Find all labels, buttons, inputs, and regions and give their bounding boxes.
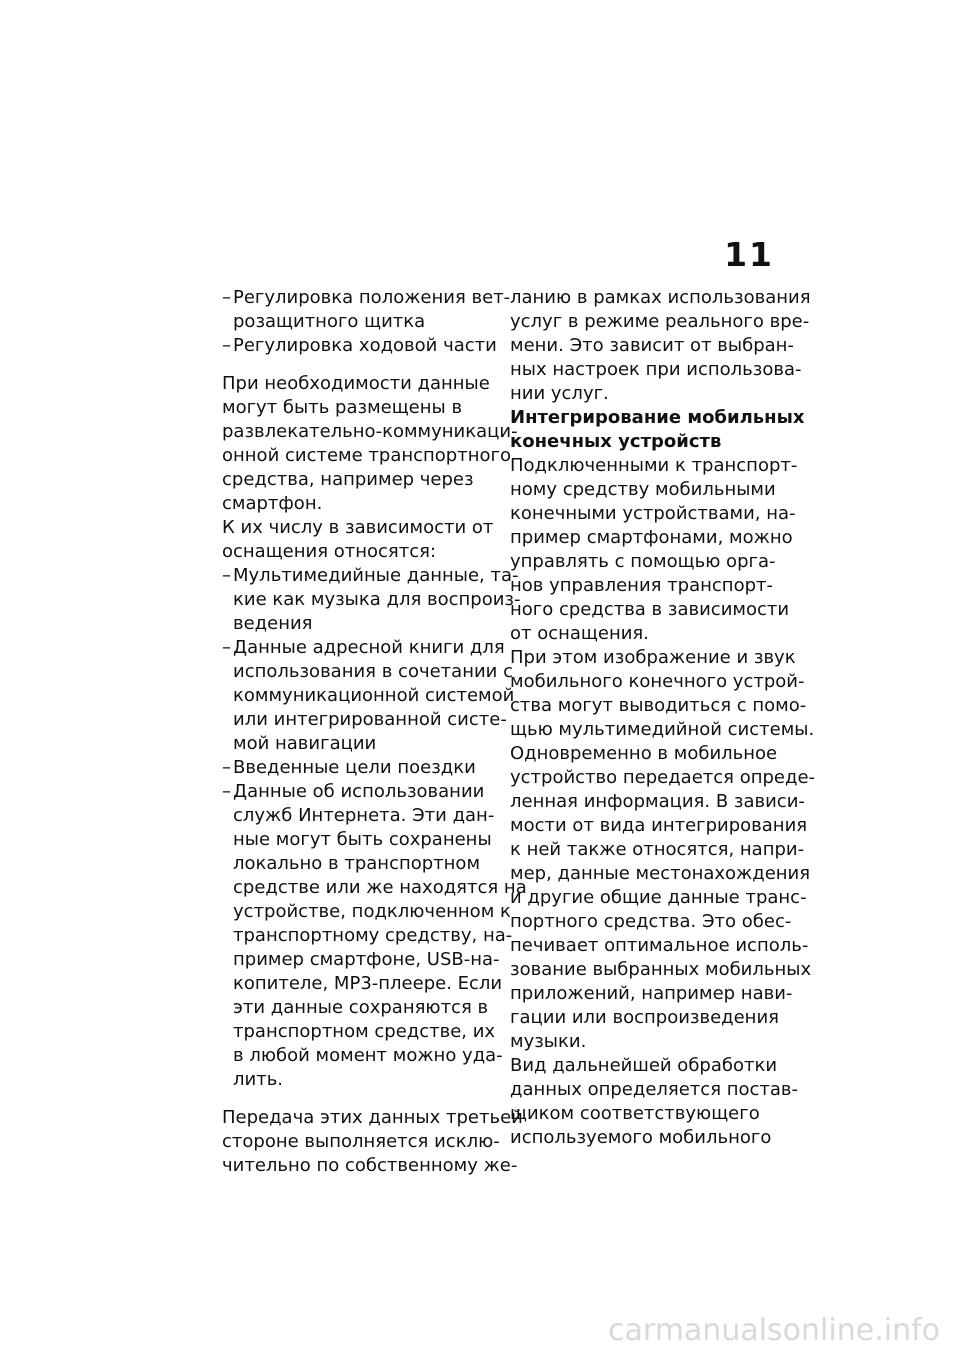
text-line: гации или воспроизведения [510,1007,779,1028]
text-line: конечными устройствами, на- [510,503,796,524]
text-line: транспортном средстве, их [233,1021,496,1042]
dash-glyph: – [222,781,231,802]
text-line: ленная информация. В зависи- [510,791,805,812]
paragraph [510,1054,799,1150]
text-line: онной системе транспортного [222,445,511,466]
bullet-item [222,780,527,1092]
text-line: Подключенными к транспорт- [510,455,798,476]
text-line: пример смартфоне, USB-на- [233,949,500,970]
paragraph [510,286,811,406]
paragraph [222,1106,523,1178]
text-line: печивает оптимальное исполь- [510,935,809,956]
text-line: услуг в режиме реального вре- [510,311,810,332]
text-line: ного средства в зависимости [510,599,790,620]
dash-glyph: – [222,287,231,308]
dash-glyph: – [222,637,231,658]
text-line: служб Интернета. Эти дан- [233,805,495,826]
section-heading [510,406,805,454]
text-line: могут быть размещены в [222,397,463,418]
text-line: управлять с помощью орга- [510,551,776,572]
text-line: ства могут выводиться с помо- [510,695,807,716]
text-line: и другие общие данные транс- [510,887,807,908]
watermark: carmanualsonline.info [608,1313,940,1348]
page-number: 11 [724,235,774,274]
text-line: ных настроек при использова- [510,359,802,380]
text-line: копителе, MP3-плеере. Если [233,973,503,994]
text-line: ланию в рамках использования [510,287,811,308]
text-line: мости от вида интегрирования [510,815,808,836]
text-line: развлекательно-коммуникаци- [222,421,518,442]
text-line: средства, например через [222,469,474,490]
text-line: При этом изображение и звук [510,647,796,668]
text-line: чительно по собственному же- [222,1155,518,1176]
text-line: к ней также относятся, напри- [510,839,805,860]
text-line: использования в сочетании с [233,661,513,682]
text-line: или интегрированной систе- [233,709,507,730]
text-line: мени. Это зависит от выбран- [510,335,794,356]
text-line: зование выбранных мобильных [510,959,812,980]
text-line: Регулировка положения вет- [233,287,511,308]
text-line: Передача этих данных третьей [222,1107,523,1128]
text-line: нов управления транспорт- [510,575,773,596]
paragraph [222,372,518,516]
text-line: лить. [233,1069,284,1090]
text-line: К их числу в зависимости от [222,517,494,538]
text-line: устройство передается опреде- [510,767,816,788]
text-line: Введенные цели поездки [233,757,476,778]
text-line: стороне выполняется исклю- [222,1131,500,1152]
text-line: кие как музыка для воспроиз- [233,589,521,610]
text-line: локально в транспортном [233,853,481,874]
bullet-item [222,334,497,358]
text-line: от оснащения. [510,623,649,644]
text-line: Мультимедийные данные, та- [233,565,519,586]
dash-glyph: – [222,335,231,356]
text-line: устройстве, подключенном к [233,901,511,922]
paragraph [510,454,798,646]
bullet-item [222,564,521,636]
text-line: транспортному средству, на- [233,925,513,946]
text-line: в любой момент можно уда- [233,1045,503,1066]
bullet-item [222,756,492,780]
text-line: коммуникационной системой [233,685,515,706]
heading-line: конечных устройств [510,431,722,452]
text-line: мобильного конечного устрой- [510,671,805,692]
right-column [510,286,816,1150]
text-line: смартфон. [222,493,323,514]
paragraph [222,516,492,564]
dash-glyph: – [222,757,231,778]
text-line: Вид дальнейшей обработки [510,1055,778,1076]
text-line: оснащения относятся: [222,541,437,562]
text-line: данных определяется постав- [510,1079,799,1100]
paragraph [510,646,816,1054]
text-line: ведения [233,613,313,634]
text-line: средстве или же находятся на [233,877,527,898]
dash-glyph: – [222,565,231,586]
text-line: щью мультимедийной системы. [510,719,815,740]
text-line: мой навигации [233,733,377,754]
bullet-item [222,286,511,334]
text-line: Одновременно в мобильное [510,743,778,764]
text-line: ные могут быть сохранены [233,829,492,850]
text-line: Регулировка ходовой части [233,335,497,356]
text-line: эти данные сохраняются в [233,997,489,1018]
text-line: мер, данные местонахождения [510,863,811,884]
text-line: музыки. [510,1031,587,1052]
text-line: ному средству мобильными [510,479,776,500]
text-line: приложений, например нави- [510,983,793,1004]
text-line: портного средства. Это обес- [510,911,792,932]
text-line: используемого мобильного [510,1127,772,1148]
heading-line: Интегрирование мобильных [510,407,805,428]
text-line: Данные адресной книги для [233,637,505,658]
text-line: нии услуг. [510,383,609,404]
text-line: Данные об использовании [233,781,485,802]
text-line: розащитного щитка [233,311,426,332]
left-column [222,286,527,1178]
bullet-item [222,636,515,756]
text-line: При необходимости данные [222,373,490,394]
text-line: щиком соответствующего [510,1103,760,1124]
text-line: пример смартфонами, можно [510,527,793,548]
